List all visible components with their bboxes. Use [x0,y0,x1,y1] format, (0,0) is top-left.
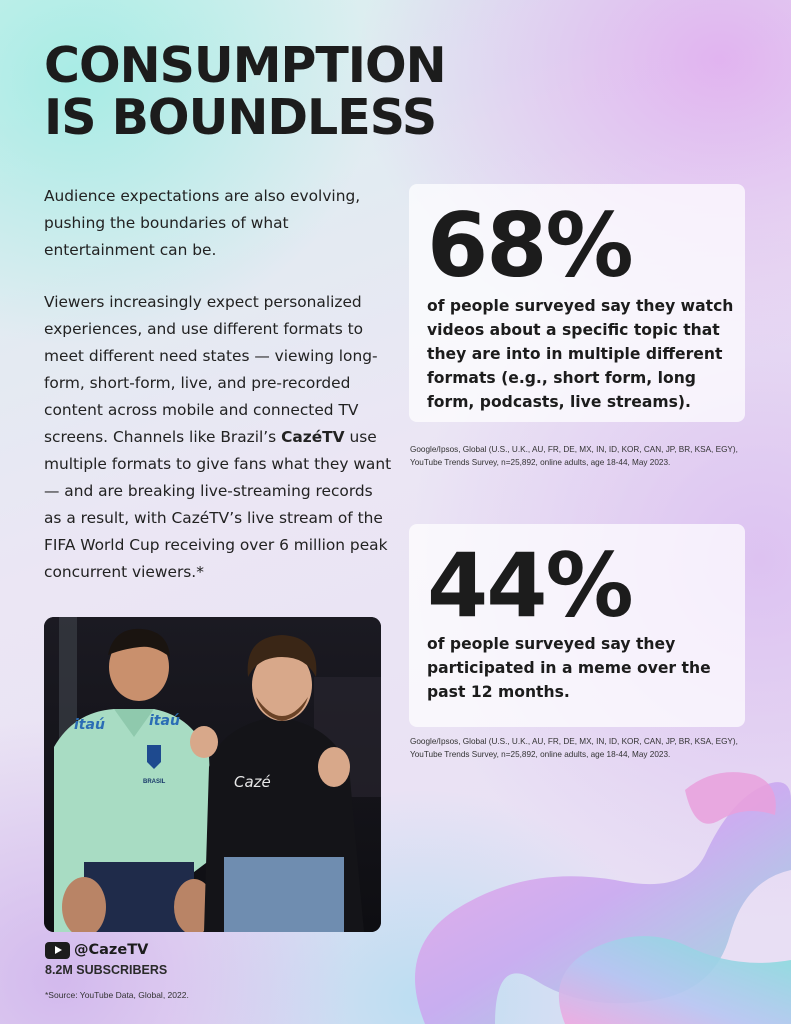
body-paragraph [44,289,394,586]
stat-card-formats [409,184,745,422]
channel-name-highlight: CazéTV [281,428,345,446]
channel-info [45,940,148,960]
jersey-brand-left: itaú [74,717,105,733]
channel-handle[interactable]: @CazeTV [74,942,149,958]
body-text-after: use multiple formats to give fans what they want — and are breaking live-streaming records as a result, with CazéTV’s live stream of the FIFA World Cup receiving over 6 million peak concurrent viewers.* [44,428,392,581]
page-title [44,37,446,146]
footnote: *Source: YouTube Data, Global, 2022. [45,990,189,1000]
photo-illustration [44,617,381,932]
stat-value: 44% [427,534,632,637]
stat-source: Google/Ipsos, Global (U.S., U.K., AU, FR, DE, MX, IN, ID, KOR, CAN, JP, BR, KSA, EGY), YouTube Trends Survey, n=25,892, online adults, age 18-44, May 2023. [410,737,738,759]
intro-paragraph: Audience expectations are also evolving, pushing the boundaries of what entertainment can be. [44,187,361,259]
stat-description: of people surveyed say they watch videos about a specific topic that they are into in multiple different formats (e.g., short form, long form, podcasts, live streams). [427,297,734,411]
stat-card-memes [409,524,745,727]
cazetv-photo [44,617,381,932]
hoodie-text: Cazé [234,773,271,791]
subscriber-count: 8.2M SUBSCRIBERS [45,963,168,977]
title-line-1: CONSUMPTION [44,37,446,94]
decorative-swirl [385,760,791,1024]
jersey-brand-right: itaú [149,713,180,729]
stat-value: 68% [427,194,632,297]
youtube-icon [45,942,70,959]
jersey-country: BRASIL [143,779,166,785]
title-line-2: IS BOUNDLESS [44,89,437,146]
body-text-before: Viewers increasingly expect personalized experiences, and use different formats to meet different need states — viewing long-form, short-form, live, and pre-recorded content across mobile and connected TV screens. Channels like Brazil’s [44,293,378,446]
stat-description: of people surveyed say they participated in a meme over the past 12 months. [427,635,711,701]
stat-source: Google/Ipsos, Global (U.S., U.K., AU, FR, DE, MX, IN, ID, KOR, CAN, JP, BR, KSA, EGY), YouTube Trends Survey, n=25,892, online adults, age 18-44, May 2023. [410,445,738,467]
